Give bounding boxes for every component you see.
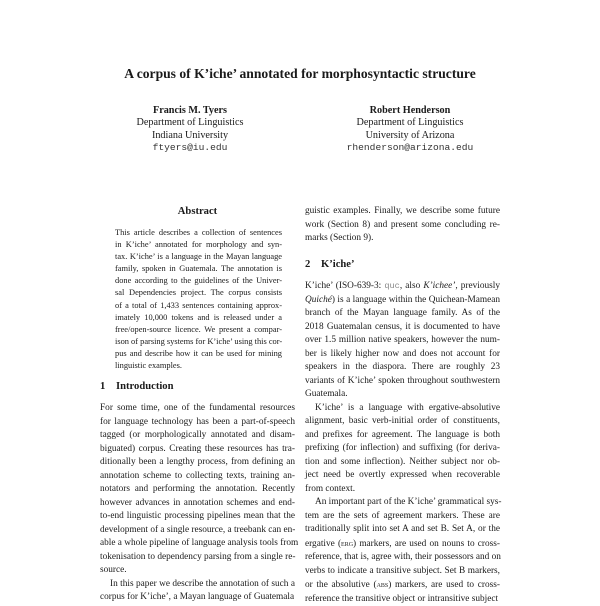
text-line: sal Dependencies project. The corpus consists: [115, 287, 282, 299]
section-heading-introduction: [100, 380, 174, 394]
text-line: branch of the Mayan language family. As of the: [305, 307, 500, 321]
language-code: quc: [384, 281, 399, 291]
gloss-abbreviation: abs: [377, 580, 389, 589]
text-line: of a total of 1,433 sentences containing approx-: [115, 300, 282, 312]
text-line: linguistic examples.: [115, 360, 282, 372]
author-block-1: [80, 105, 300, 155]
text-line: from context.: [305, 483, 500, 497]
italic-term: K’ichee’: [423, 281, 455, 291]
italic-term: Quiché: [305, 295, 332, 305]
text-line: however advances in annotation schemes and end-: [100, 497, 295, 511]
text-line: over 1.5 million native speakers, however the num-: [305, 334, 500, 348]
text-segment: ) markers, are used on nouns to cross-: [353, 539, 500, 549]
text-line: work (Section 8) and present some concluding re-: [305, 219, 500, 233]
text-line: able a whole pipeline of language analysis tools from: [100, 537, 295, 551]
gloss-abbreviation: erg: [341, 539, 353, 548]
text-line: family, spoken in Guatemala. The annotation is: [115, 263, 282, 275]
abstract-heading: Abstract: [100, 205, 295, 219]
text-line: tax. K’iche’ is a language in the Mayan language: [115, 251, 282, 263]
text-line: reference, that is, agree with, their possessors and on: [305, 551, 500, 565]
text-line: and prefixes for agreement. The language is both: [305, 429, 500, 443]
text-line: source.: [100, 564, 295, 578]
text-line: reference the transitive object or intransitive subject: [305, 593, 500, 606]
text-line: traditionally split into set A and set B. Set A, or the: [305, 523, 500, 537]
text-line: annotation scheme to collecting texts, training an-: [100, 470, 295, 484]
text-line: imately 10,000 tokens and is released under a: [115, 312, 282, 324]
author-university: Indiana University: [80, 130, 300, 142]
text-line: free/open-source licence. We present a compar-: [115, 324, 282, 336]
abstract-text: [115, 227, 282, 372]
text-line: to-end linguistic processing pipelines mean that the: [100, 510, 295, 524]
section-number: 2: [305, 258, 321, 272]
introduction-text: [100, 402, 295, 605]
paragraph: [100, 578, 295, 605]
right-column-continuation: [305, 205, 500, 246]
text-line: K’iche’ is a language with ergative-absolutive: [305, 402, 500, 416]
author-email[interactable]: rhenderson@arizona.edu: [300, 142, 520, 154]
section-number: 1: [100, 380, 116, 394]
text-line: in K’iche’ annotated for morphology and syn-: [115, 239, 282, 251]
paper-title: A corpus of K’iche’ annotated for morphosyntactic structure: [0, 66, 600, 82]
text-line: 2018 Guatemalan census, it is documented to have: [305, 321, 500, 335]
paragraph: [100, 402, 295, 578]
text-line: ject need be overtly expressed when recoverable: [305, 469, 500, 483]
text-line: An important part of the K’iche’ grammatical sys-: [305, 496, 500, 510]
text-line: [305, 578, 500, 593]
paragraph: [305, 402, 500, 497]
text-line: tem are the sets of agreement markers. These are: [305, 510, 500, 524]
text-line: development of a single resource, a treebank can en-: [100, 524, 295, 538]
text-line: For some time, one of the fundamental resources: [100, 402, 295, 416]
author-department: Department of Linguistics: [80, 117, 300, 129]
text-line: [305, 294, 500, 308]
text-segment: K’iche’ (ISO-639-3:: [305, 281, 384, 291]
author-university: University of Arizona: [300, 130, 520, 142]
text-line: prefixing (for inflection) and suffixing (for deriva-: [305, 442, 500, 456]
text-line: Guatemala.: [305, 388, 500, 402]
text-line: for language technology has been a part-of-speech: [100, 416, 295, 430]
paragraph: [305, 280, 500, 402]
text-line: guistic examples. Finally, we describe some future: [305, 205, 500, 219]
text-line: verbs to indicate a transitive subject. Set B markers,: [305, 565, 500, 579]
author-block-2: [300, 105, 520, 155]
author-name: Francis M. Tyers: [80, 105, 300, 117]
text-segment: ) markers, are used to cross-: [388, 580, 500, 590]
text-line: corpus for K’iche’, a Mayan language of Guatemala: [100, 591, 295, 605]
text-line: tagged (or morphologically annotated and disam-: [100, 429, 295, 443]
text-line: alignment, basic verb-initial order of constituents,: [305, 415, 500, 429]
text-line: speakers in the diaspora. There are roughly 23: [305, 361, 500, 375]
text-line: This article describes a collection of sentences: [115, 227, 282, 239]
text-line: pus and describe how it can be used for mining: [115, 348, 282, 360]
kiche-section-text: [305, 280, 500, 606]
text-line: tion and some inflection). Neither subject nor ob-: [305, 456, 500, 470]
text-segment: ) is a language within the Quichean-Mamean: [332, 295, 500, 305]
text-line: done according to the guidelines of the Univer-: [115, 275, 282, 287]
text-line: ditionally been a lengthy process, from defining an: [100, 456, 295, 470]
author-department: Department of Linguistics: [300, 117, 520, 129]
text-segment: , also: [400, 281, 424, 291]
text-line: ison of parsing systems for K’iche’ using this cor-: [115, 336, 282, 348]
author-email[interactable]: ftyers@iu.edu: [80, 142, 300, 154]
text-segment: or the absolutive (: [305, 580, 377, 590]
section-title: K’iche’: [321, 259, 355, 270]
section-heading-kiche: [305, 258, 355, 272]
text-line: ber is likely higher now and does not account for: [305, 348, 500, 362]
text-line: notators and performing the annotation. Recently: [100, 483, 295, 497]
paragraph: [305, 496, 500, 606]
section-title: Introduction: [116, 381, 174, 392]
text-line: variants of K’iche’ spoken throughout southwestern: [305, 375, 500, 389]
text-segment: , previously: [455, 281, 500, 291]
author-name: Robert Henderson: [300, 105, 520, 117]
text-line: biguated) corpus. Creating these resources has tra-: [100, 443, 295, 457]
text-line: In this paper we describe the annotation of such a: [100, 578, 295, 592]
text-line: [305, 537, 500, 552]
text-line: [305, 280, 500, 294]
text-line: tokenisation to dependency parsing from a single re-: [100, 551, 295, 565]
text-line: marks (Section 9).: [305, 232, 500, 246]
text-segment: ergative (: [305, 539, 341, 549]
